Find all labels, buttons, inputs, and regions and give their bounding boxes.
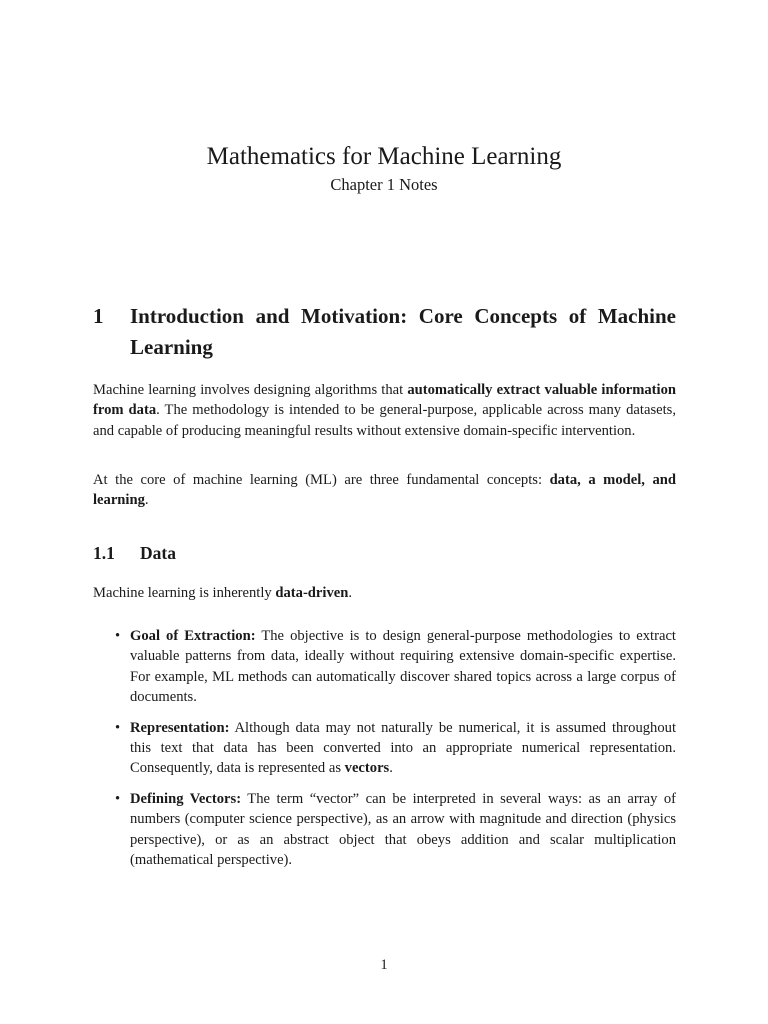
core-text-end: . [144, 492, 149, 509]
section-heading [93, 301, 676, 363]
bullet-icon: • [115, 628, 121, 644]
list-item [93, 718, 676, 779]
data-intro-end: . [348, 585, 352, 601]
bullet-term: Defining Vectors: [130, 791, 242, 808]
document-subtitle: Chapter 1 Notes [330, 175, 438, 194]
data-intro-paragraph [93, 583, 676, 603]
bullet-text: The term “vector” can be interpreted in several ways: as an array of numbers (computer science perspective), as an arrow with magnitude and direction (physics perspective), or as an abstract object that obeys addition and scalar multiplication (mathematical perspective). [130, 791, 677, 868]
bullet-text: Although data may not naturally be numerical, it is assumed throughout this text that data has been converted into an appropriate numerical representation. Consequently, data is represented as [130, 719, 676, 777]
subsection-heading [93, 542, 176, 564]
bullet-term: Representation: [130, 719, 230, 736]
page-number: 1 [380, 957, 388, 973]
bullet-icon: • [115, 719, 121, 736]
list-item [93, 626, 676, 707]
data-bullet-list [93, 626, 676, 881]
section-title: Introduction and Motivation: Core Concepts of Machine Learning [130, 304, 676, 359]
intro-text-end: . The methodology is intended to be general-purpose, applicable across many datasets, and capable of producing meaningful results without extensive domain-specific intervention. [93, 402, 676, 439]
bullet-bold-word: vectors [344, 760, 390, 777]
subsection-number: 1.1 [93, 543, 115, 563]
bullet-text: The objective is to design general-purpose methodologies to extract valuable patterns from data, ideally without requiring extensive domain-specific expertise. For example, ML methods can automatically discover shared topics across a large corpus of documents. [130, 628, 676, 705]
core-bold-phrase: data, a model, and learning [93, 472, 676, 509]
bullet-term: Goal of Extraction: [130, 628, 256, 644]
intro-text-start: Machine learning involves designing algorithms that [93, 382, 408, 398]
data-intro-start: Machine learning is inherently [93, 585, 276, 601]
subsection-title: Data [140, 543, 176, 563]
list-item [93, 789, 676, 870]
bullet-icon: • [115, 791, 121, 808]
data-intro-bold: data-driven [275, 585, 349, 601]
section-number: 1 [93, 304, 104, 328]
bullet-text-end: . [389, 760, 393, 777]
intro-paragraph [93, 380, 676, 441]
document-title: Mathematics for Machine Learning [206, 143, 562, 170]
core-text-start: At the core of machine learning (ML) are three fundamental concepts: [93, 472, 550, 488]
intro-bold-phrase: automatically extract valuable information from data [93, 382, 677, 419]
core-concepts-paragraph [93, 470, 676, 511]
